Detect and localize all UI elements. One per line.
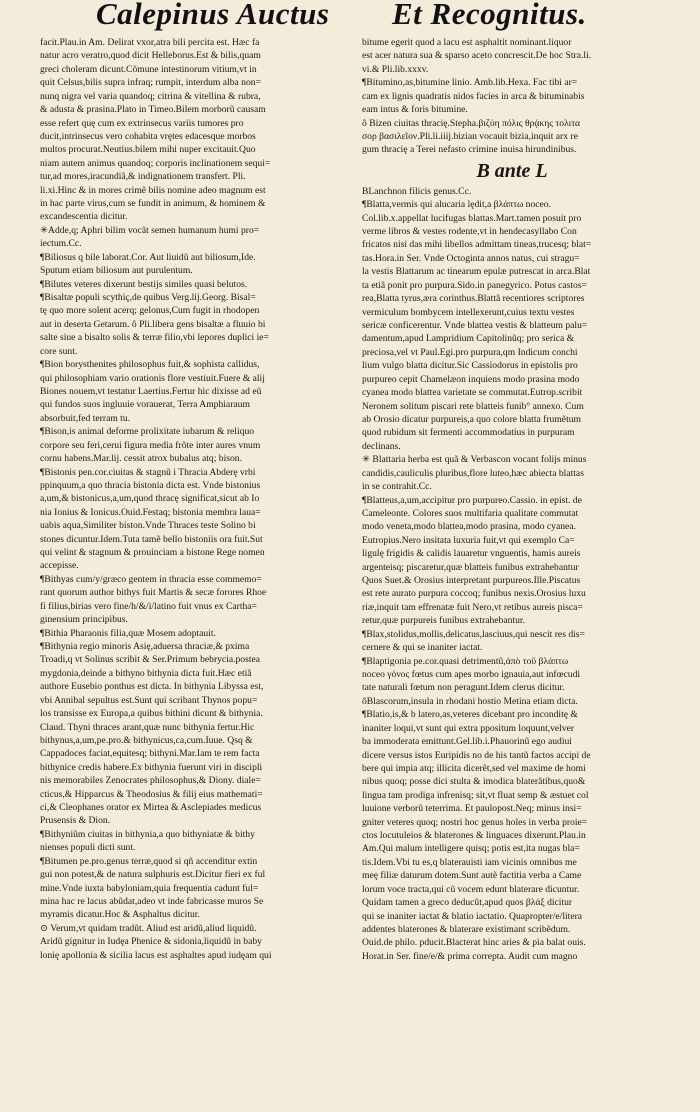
text-line: Prusensis & Dion. [40, 815, 111, 827]
text-line: Horat.in Ser. fine/e/& prima correpta. Audit cum magno [362, 950, 578, 962]
text-line: est acer natura sua & sparso aceto concrescit.De hoc Stra.li. [362, 50, 592, 62]
text-line: est rete aurato purpura coccoq; funibus nexis.Orosius luxu [362, 588, 586, 600]
text-line: Neronem solitum piscari rete blatteis funib° annexo. Cum [362, 400, 584, 412]
text-line: ¶Bitumino,as,bitumine linio. Amb.lib.Hexa. Fac tibi ar= [362, 77, 578, 89]
text-line: in se contrahit.Cc. [362, 481, 432, 493]
text-line: gui non potest,& de natura sulphuris est.Dicitur fieri ex ful [40, 869, 266, 881]
text-line: nunq nigra vel varia quandoq; citrina & vitellina & rubra, [40, 90, 261, 102]
text-line: candidis,cauliculis pluribus,flore luteo,hæc abiecta blattas [362, 467, 584, 479]
text-line: tas.Hora.in Ser. Vnde Octoginta annos natus, cui stragu= [362, 252, 580, 264]
text-line: ¶Blatteus,a,um,accipitur pro purpureo.Cassio. in epist. de [362, 494, 582, 506]
text-line: niam autem animus quandoq; corporis inclinationem sequi= [40, 157, 271, 169]
text-line: stones dicuntur.Idem.Tuta tamẽ bello bistoniis ora fuit.Sut [40, 533, 263, 545]
text-line: ✳ Blattaria herba est quã & Verbascon vocant folijs minus [362, 454, 587, 466]
running-head-right: Et Recognitus. [392, 0, 587, 31]
text-line: ta etiã ponit pro purpura.Sido.in panegyrico. Potus castos= [362, 279, 587, 291]
text-line: rant quorum author bithys fuit Martis & secæ forores Rhoe [40, 587, 267, 599]
running-head-left: Calepinus Auctus [96, 0, 330, 31]
text-line: mine.Vnde iuxta babyloniam,quia frequentia cadunt ful= [40, 882, 259, 894]
text-line: natur acro veratro,quod dicit Helleborus.Est & bilis,quam [40, 50, 261, 62]
text-line: ¶Bitumen pe.pro.genus terræ,quod si qñ accenditur extin [40, 855, 258, 867]
text-line: multos procurat.Neutius.bilem mihi nuper excitauit.Quo [40, 144, 256, 156]
text-line: ¶Bithyas cum/y/græco gentem in thracia esse commemo= [40, 573, 262, 585]
text-line: cyanea modo blattea varietate se commutat.Eutrop.scribit [362, 387, 583, 399]
text-line: ¶Blaptigonia pe.cor.quasi detrimentũ,ἀπὸ τοῦ βλάπτω [362, 655, 569, 667]
text-line: Eutropius.Nero insitata luxuria fuit,vt qui exemplo Ca= [362, 534, 575, 546]
text-line: quit Celsus,bilis supra infraq; rumpit, interdum alba non= [40, 77, 261, 89]
text-line: Am.Qui malum intelligere quisq; potis est,ita nugas bla= [362, 843, 580, 855]
text-line: salte siue a bisalto solis & terræ filio,vbi lepores duplici ie= [40, 332, 269, 344]
text-line: excandescentia dicitur. [40, 211, 128, 223]
text-line: ¶Bilutes veteres dixerunt bestijs similes quasi belutos. [40, 278, 248, 290]
text-line: tis.Idem.Vbi tu es,q blaterauisti iam vicinis omnibus me [362, 856, 577, 868]
text-line: dicere versus istos Euripidis no de his tantũ factos accipi de [362, 749, 591, 761]
text-line: tur,ad mores,iracundiã,& indignationem transfert. Pli. [40, 171, 246, 183]
text-line: bere qui impia atq; illicita dicerẽt,sed vel maxime de homi [362, 762, 586, 774]
text-line: qui fundos suos ingluuie vorauerat, Terra Amphiaraum [40, 399, 250, 411]
right-column-text [362, 36, 662, 1076]
text-line: nibus quoq; posse dici stulta & imodica blaterãtibus,quo& [362, 776, 586, 788]
section-heading: B ante L [476, 159, 548, 182]
text-line: ¶Blatta,vermis qui alucaria lędit,a βλάπτω noceo. [362, 199, 551, 211]
text-line: ¶Biliosus q bile laborat.Cor. Aut liuidũ aut biliosum,Ide. [40, 251, 256, 263]
text-line: qui velint & stagnum & prouinciam a bistone Rege nomen [40, 547, 265, 559]
text-line: ¶Blatio,is,& b latero,as,veteres dicebant pro inconditę & [362, 709, 578, 721]
text-line: esse refert quę cum ex extrinsecus variis tumores pro [40, 117, 244, 129]
text-line: σορ βασιλεῖον.Pli.li.iiij.bizian vocauit bizia,inquit arx re [362, 130, 578, 142]
text-line: cticus,& Hipparcus & Theodosius & filij eius mathemati= [40, 788, 263, 800]
text-line: ¶Bithia Pharaonis filia,quæ Mosem adoptauit. [40, 627, 216, 639]
text-line: facit.Plau.in Am. Delirat vxor,atra bili percita est. Hæc fa [40, 37, 260, 48]
text-line: li.xi.Hinc & in mores crimẽ bilis nomine adeo magnum est [40, 184, 266, 196]
text-line: los transisse ex Europa,a quibus bithini dicunt & bithynia. [40, 708, 263, 720]
text-line: BLanchnon filicis genus.Cc. [362, 185, 472, 197]
text-line: corpore seu feri,cerui figura media frõte inter aures vnum [40, 439, 261, 451]
text-line: sericæ conficerentur. Vnde blattea vestis & blatteum palu= [362, 320, 588, 332]
text-line: lingua tam prodiga infrenisq; sit,vt fluat semp & æstuet col [362, 789, 589, 801]
text-line: Sputum etiam biliosum aut purulentum. [40, 265, 193, 277]
text-line: Ouid.de philo. pducit.Blacterat hinc aries & pia balat ouis. [362, 937, 586, 949]
text-line: Biones nouem,vt testatur Laertius.Fertur hic dixisse ad eũ [40, 385, 262, 397]
text-line: ¶Blax,stolidus,mollis,delicatus,lasciuus,qui nescit res dis= [362, 628, 585, 640]
text-line: ginensium principibus. [40, 614, 128, 626]
text-line: lium vulgo blatta dicitur.Sic Cassiodorus in epistolis pro [362, 360, 578, 372]
text-line: bitume egerit quod a lacu est asphaltit nominant.liquor [362, 37, 572, 48]
text-line: core sunt. [40, 345, 78, 357]
text-line: declinans. [362, 440, 401, 452]
text-line: vbi Annibal sepultus est.Sunt qui scribant Thynos popu= [40, 694, 258, 706]
text-line: Col.lib.x.appellat lucifugas blattas.Mart.tamen posuit pro [362, 212, 582, 224]
text-line: Cameleonte. Colores suos multifaria qualitate commutat [362, 507, 579, 519]
text-line: accepisse. [40, 560, 79, 572]
text-line: ppinquum,a quo thracia bistonia dicta est. Vnde bistonius [40, 479, 261, 491]
text-line: qui philosophiam vario orationis flore vestiuit.Fuere & alij [40, 372, 265, 384]
text-line: verme libros & vestes rodente,vt in hendecasyllabo Con [362, 226, 577, 238]
text-line: Quos Suet.& Orosius interpretant purpureos.Ille.Piscatus [362, 575, 581, 587]
text-line: gum thracię a Terei nefasto crimine inuisa hirundinibus. [362, 144, 577, 156]
text-line: ¶Bion borysthenites philosophus fuit,& sophista callidus, [40, 359, 260, 371]
text-line: nis memorabiles Zenocrates philosophus,& Diony. diale= [40, 775, 261, 787]
text-line: ¶Bistonis pen.cor.ciuitas & stagnũ i Thracia Abderę vrbi [40, 466, 256, 478]
text-line: retur,quæ purpureis funibus extrahebantur. [362, 615, 525, 627]
text-line: la vestis Blattarum ac tinearum epulæ putrescat in arca.Blat [362, 266, 591, 278]
text-line: damentum,apud Lampridium Capitolinũq; pro serica & [362, 333, 575, 345]
text-line: fricatos nisi das mihi libellos admittam tineas,trucesq; blat= [362, 239, 592, 251]
text-line: authore Eusebio ponthus est dicta. In bithynia Libyssa est, [40, 681, 264, 693]
text-line: Quidam tamen a greco deducũt,apud quos βλάξ dicitur [362, 897, 573, 909]
text-line: tę quo more solent acerq; gelonus,Cum fugit in rhodopen [40, 305, 260, 317]
text-line: meę filiæ daturum dotem.Sunt autẽ factitia verba a Came [362, 870, 582, 882]
text-line: ci,& Cleophanes orator ex Mirtea & Asclepiades medicus [40, 802, 262, 814]
text-line: Troadi,q vt Solinus scribit & Ser.Primum bebrycia.postea [40, 654, 261, 666]
text-line: Claud. Thyni thraces arant,quæ nunc bithynia fertur.Hic [40, 721, 255, 733]
text-line: luuione verborũ teterrima. Et paulopost.Neq; minus insi= [362, 803, 582, 815]
text-line: bithynus,a,um,pe.pro.& bithynicus,ca,cum.Iuue. Qsq & [40, 734, 253, 746]
text-line: in hac parte virus,cum se fundit in animum, & hominem & [40, 198, 266, 210]
text-line: bithynice credis habere.Ex bithynia fuerunt viri in discipli [40, 761, 263, 773]
text-line: nienses populi dicti sunt. [40, 842, 136, 854]
text-line: mina hac re lacus abũdat,adeo vt inde fabricasse muros Se [40, 896, 264, 907]
text-line: myramis dicatur.Hoc & Asphaltus dicitur. [40, 909, 200, 921]
text-line: Cappadoces faciat,equitesq; bithyni.Mar.Iam te rem facta [40, 748, 260, 760]
text-line: ctos locutuleios & blaterones & linguaces dixerunt.Plau.in [362, 830, 586, 842]
text-line: ¶Bithyniũm ciuitas in bithynia,a quo bithyniatæ & bithy [40, 828, 255, 840]
text-line: vi.& Pli.lib.xxxv. [362, 63, 429, 75]
text-line: nia Ionius & Ionicus.Ouid.Festaq; bistonia membra laua= [40, 506, 261, 518]
text-line: preciosa,vel vt Paul.Egi.pro purpura,qm Indicum conchi [362, 346, 578, 358]
text-line: quod rubidum sit fermenti accommodatius in purpuram [362, 427, 575, 439]
text-line: Aridũ gignitur in Iudęa Phenice & sidonia,liquidũ in baby [40, 936, 262, 948]
text-line: uabis aqua,Similiter biston.Vnde Thraces teste Solino bi [40, 520, 256, 532]
text-line: mygdonia,deinde a bithyno bithynia dicta fuit.Hæc etiã [40, 667, 252, 679]
text-line: greci choleram dicunt.Cõmune intestinorum vitium,vt in [40, 63, 257, 75]
text-line: ô Bizen ciuitas thracię.Stepha.βιζύη πόλις θρᾴκης τολιτα [362, 117, 581, 129]
text-line: ¶Bison,is animal deforme prolixitate iubarum & reliquo [40, 426, 255, 438]
text-line: inaniter loqui,vt sunt qui extra ppositum loquunt,velver [362, 722, 575, 734]
text-line: aut in deserta Getarum. ô Pli.libera gens bisaltæ a fluuio bi [40, 318, 266, 330]
text-line: ab Orosio dicatur purpureis,a quo colore blatta frumẽtum [362, 413, 581, 425]
text-line: qui se inaniter iactat & blatio iactatio. Quapropter/e/litera [362, 910, 583, 922]
left-column-text [40, 36, 365, 1076]
text-line: ligulę frigidis & calidis lauaretur vnguentis, hamis aureis [362, 548, 581, 560]
text-line: argenteisq; piscaretur,quæ blatteis funibus extrahebantur [362, 561, 579, 573]
text-line: ✳Adde,q; Aphri bilim vocãt semen humanum humi pro= [40, 224, 260, 236]
text-line: a,um,& bistonicus,a,um,quod thracę significat,sicut ab Io [40, 493, 260, 505]
text-line: absorbuit,fed terram tu. [40, 412, 131, 424]
text-line: ôBlascorum,insula in rhodani hostio Metina etiam dicta. [362, 695, 578, 707]
text-line: ducit,intrinsecus vero cohabita vrętes edacesque morbos [40, 130, 256, 142]
text-line: cornu habens.Mar.lij. cessit atrox bubalus atq; bison. [40, 453, 242, 465]
text-line: noceo γόνος fœtus cum apes morbo ignauia,aut infœcudi [362, 668, 581, 680]
text-line: & adusta & prasina.Plato in Timeo.Bilem morborũ causam [40, 104, 266, 116]
text-line: lonię apollonia & sicilia lacus est asphaltes apud iudęam qui [40, 949, 272, 961]
text-line: modo veneta,modo blattea,modo prasina, modo cyanea. [362, 521, 576, 533]
text-line: fi filius,birias vero fine/h/&/i/latino fuit vnus ex Cartha= [40, 600, 257, 612]
text-line: cam ex lignis quadratis nidos facies in arca & bituminabis [362, 90, 585, 102]
text-line: vermiculum bombycem intellexerunt,cuius textu vestes [362, 306, 575, 318]
text-line: tate naturali fœtum non peragunt.Idem clerus dicitur. [362, 682, 565, 694]
text-line: eam intus & foris bitumine. [362, 104, 468, 116]
text-line: rea,Blatta tyrus,æra corinthus.Blattã recentiores scriptores [362, 293, 585, 305]
text-line: gniter veteres quoq; nostri hoc genus hoĩes in verba proie= [362, 816, 588, 828]
text-line: ¶Bisaltæ populi scythiç,de quibus Verg.lij.Georg. Bisal= [40, 292, 256, 304]
text-line: riæ,inquit tam effrenatæ fuit Nero,vt retibus aureis pisca= [362, 601, 583, 613]
text-line: addentes blaterones & blaterare existimant scribẽdum. [362, 924, 571, 935]
text-line: purpureo cepit Chamelæon inquiens modo prasina modo [362, 373, 580, 385]
text-line: cernere & qui se inaniter iactat. [362, 642, 483, 654]
text-line: ¶Bithynia regio minoris Asię,aduersa thraciæ,& pxima [40, 640, 250, 652]
text-line: ba immoderata emittunt.Gel.lib.i.Phauorinũ ego audiui [362, 736, 572, 748]
text-line: lorum voce tracta,qui cũ vocem edunt blaterare dicuntur. [362, 883, 580, 895]
text-line: ⊙ Verum,vt quidam tradũt. Aliud est aridũ,aliud liquidũ. [40, 922, 257, 934]
text-line: iectum.Cc. [40, 238, 82, 250]
